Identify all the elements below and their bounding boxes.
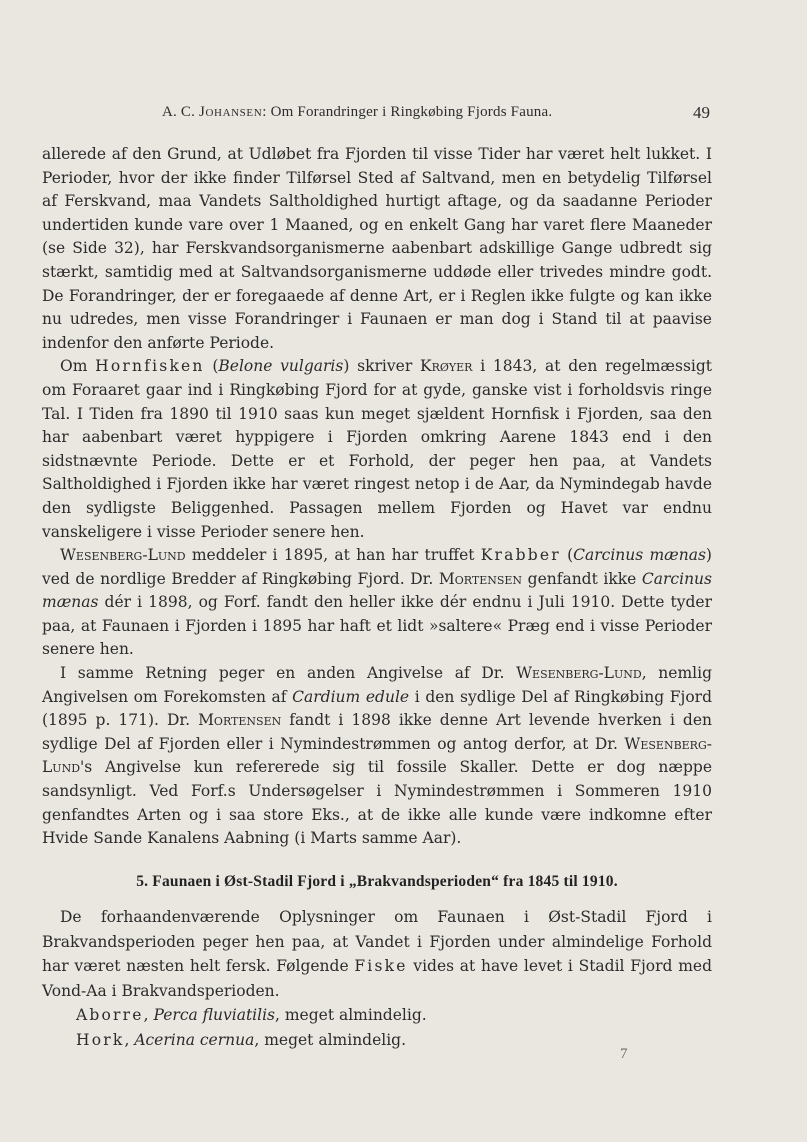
paragraph-text: meddeler i 1895, at han har truffet — [185, 546, 481, 565]
paragraph-hornfisk: Om Hornfisken (Belone vulgaris) skriver Krøyer i 1843, at den regelmæssigt om Foraaret gaar ind i Ringkøbing Fjord for at gyde, ganske vist i forholdsvis ringe Tal. I Tiden fra 1890 til 1910 saas kun meget sjældent Hornfisk i Fjorden, saa den har aabenbart været hyppigere i Fjorden omkring Aarene 1843 end i den sidstnævnte Periode. Dette er et Forhold, der peger hen paa, at Vandets Saltholdighed i Fjorden ikke har været ringest netop i de Aar, da Nymindegab havde den sydligste Beliggenhed. Passagen mellem Fjorden og Havet var endnu vanskeligere i visse Perioder senere hen. — [42, 357, 713, 541]
author-name: Mortensen — [198, 711, 282, 730]
author-name: Mortensen — [438, 569, 523, 588]
paragraph-text: , nemlig Angivelsen om Forekomsten af — [42, 664, 713, 706]
body-text-section-5 — [42, 905, 712, 1052]
paragraph-continued — [42, 143, 712, 355]
paragraph-cardium — [42, 662, 712, 851]
author-name: Wesenberg-Lund — [516, 664, 642, 683]
latin-name: Perca fluviatilis — [153, 1006, 275, 1024]
latin-name: Carcinus mænas — [42, 569, 712, 612]
latin-name: Acerina cernua — [134, 1030, 255, 1049]
paragraph-text: I Perioder, hvor der ikke finder Tilførsel Sted af Saltvand, men en betydelig Tilførsel af Ferskvand, maa Vandets Saltholdighed hurtigt aftage, og da saadanne Perioder undertiden kunde vare over 1 Maaned, og en enkelt Gang har varet flere Maaneder (se Side 32), har Ferskvandsorganismerne aabenbart adskillige Gange udbredt sig stærkt, samtidig med at Saltvandsorganismerne uddøde eller trivedes mindre godt. De Forandringer, der er foregaaede af denne Art, er i Reglen ikke fulgte og kan ikke nu udredes, men visse Forandringer i Faunaen er man dog i Stand til at paavise indenfor den anførte Periode. — [42, 145, 712, 352]
paragraph-text: vides at have levet i Stadil Fjord med Vond-Aa i Brakvandsperioden. — [42, 957, 712, 1000]
spaced-word: Fiske — [354, 957, 408, 975]
species-common-name: Aborre — [76, 1006, 144, 1024]
author-surname: Johansen — [199, 104, 263, 120]
author-name: Wesenberg-Lund — [42, 734, 712, 777]
species-common-name: Hork — [76, 1030, 125, 1049]
latin-name: Carcinus mænas — [573, 546, 706, 565]
article-title: : Om Forandringer i Ringkøbing Fjords Fauna. — [262, 104, 553, 120]
paragraph-text: dér i 1898, og Forf. fandt den heller ikke dér endnu i Juli 1910. Dette tyder paa, at Faunaen i Fjorden i 1895 har haft et lidt »saltere« Præg end i visse Perioder senere hen. — [42, 593, 712, 659]
page-number: 49 — [693, 103, 710, 122]
paragraph-text: I samme Retning peger en anden Angivelse af Dr. — [60, 664, 517, 683]
author-name: Krøyer — [419, 357, 473, 376]
paragraph-text: De forhaandenværende Oplysninger om Faunaen i Øst-Stadil Fjord i Brakvandsperioden peger hen paa, at Vandet i Fjorden under almindelige Forhold har været næsten helt fersk. Følgende — [42, 908, 712, 975]
species-list-item: Hork, Acerina cernua, meget almindelig. — [76, 1030, 407, 1049]
paragraph-text: allerede af den Grund, at Udløbet fra Fjorden til visse Tider har været helt lukket. — [42, 145, 701, 163]
paragraph-stadil — [42, 905, 712, 1003]
signature-mark: 7 — [620, 1046, 628, 1062]
latin-name: Cardium edule — [292, 687, 410, 706]
paragraph-text: genfandt ikke — [522, 569, 642, 588]
section-heading: 5. Faunaen i Øst-Stadil Fjord i „Brakvandsperioden“ fra 1845 til 1910. — [136, 873, 618, 890]
body-text — [42, 143, 712, 851]
species-note: , meget almindelig. — [254, 1030, 407, 1049]
species-name: Hornfisken — [95, 357, 205, 376]
running-head — [162, 104, 552, 121]
author-initials: A. C. — [162, 104, 200, 120]
species-note: , meget almindelig. — [275, 1006, 427, 1024]
paragraph-text: ved de nordlige Bredder af Ringkøbing Fjord. Dr. — [42, 569, 439, 588]
species-name: Krabber — [480, 546, 561, 565]
paragraph-text: skriver — [349, 357, 420, 376]
paragraph-text: 's Angivelse kun refererede sig til fossile Skaller. Dette er dog næppe sandsynligt. Ved Forf.s Undersøgelser i Nymindestrømmen i Sommeren 1910 genfandtes Arten og i saa store Eks., at de ikke alle kunde være indkomne efter Hvide Sande Kanalens Aabning (i Marts samme Aar). — [42, 758, 712, 848]
species-list-item: Aborre, Perca fluviatilis, meget almindelig. — [76, 1006, 427, 1024]
author-name: Wesenberg-Lund — [60, 546, 186, 565]
paragraph-text: Om — [60, 357, 96, 376]
paragraph-text: i den sydlige Del af Ringkøbing Fjord (1895 p. 171). Dr. — [42, 687, 712, 730]
paragraph-krabber: Wesenberg-Lund meddeler i 1895, at han har truffet Krabber (Carcinus mænas) ved de nordlige Bredder af Ringkøbing Fjord. Dr. Mortensen genfandt ikke Carcinus mænas dér i 1898, og Forf. fandt den heller ikke dér endnu i Juli 1910. Dette tyder paa, at Faunaen i Fjorden i 1895 har haft et lidt »saltere« Præg end i visse Perioder senere hen. — [42, 546, 712, 659]
paragraph-text: fandt i 1898 ikke denne Art levende hverken i den sydlige Del af Fjorden eller i Nymindestrømmen og antog derfor, at Dr. — [42, 711, 713, 753]
latin-name: Belone vulgaris — [218, 357, 344, 376]
paragraph-text: i 1843, at den regelmæssigt om Foraaret gaar ind i Ringkøbing Fjord for at gyde, ganske vist i forholdsvis ringe Tal. I Tiden fra 1890 til 1910 saas kun meget sjældent Hornfisk i Fjorden, saa den har aabenbart været hyppigere i Fjorden omkring Aarene 1843 end i den sidstnævnte Periode. Dette er et Forhold, der peger hen paa, at Vandets Saltholdighed i Fjorden ikke har været ringest netop i de Aar, da Nymindegab havde den sydligste Beliggenhed. Passagen mellem Fjorden og Havet var endnu vanskeligere i visse Perioder senere hen. — [42, 357, 713, 541]
